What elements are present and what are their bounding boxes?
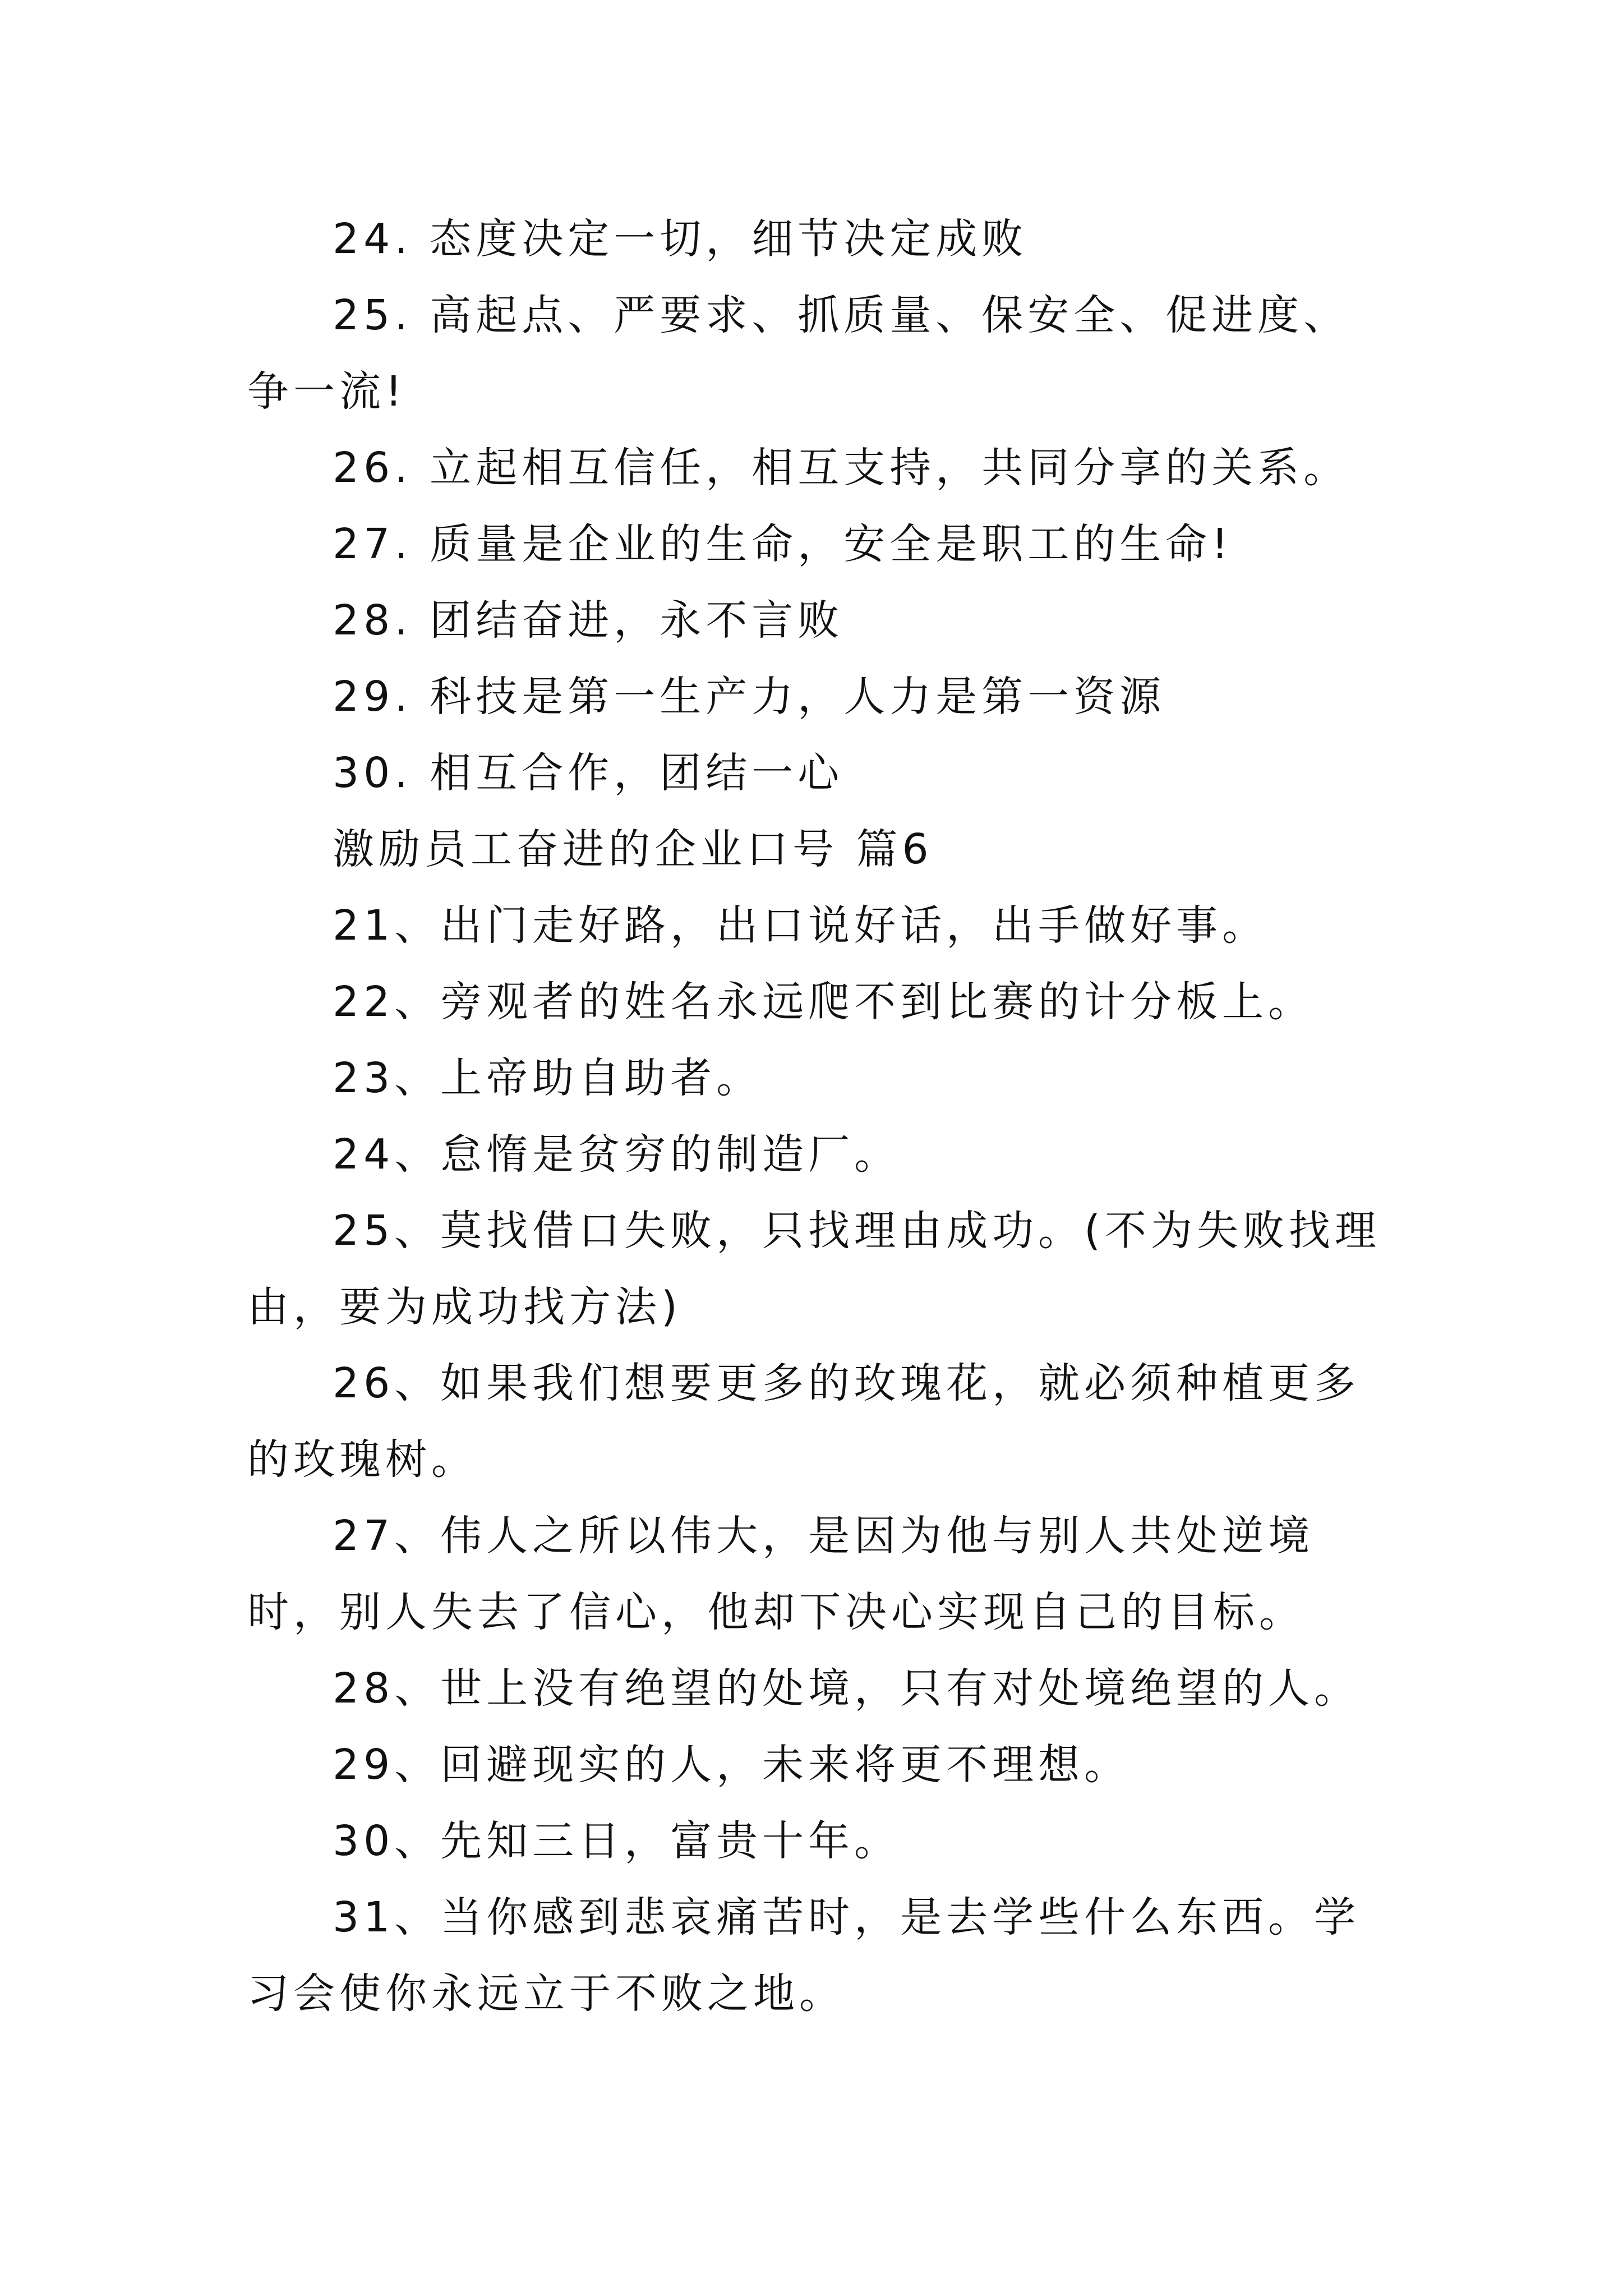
list-item: 25、莫找借口失败，只找理由成功。(不为失败找理由，要为成功找方法) — [247, 1207, 1381, 1331]
document-body — [247, 201, 1386, 2032]
list-item: 25. 高起点、严要求、抓质量、保安全、促进度、争一流! — [247, 291, 1350, 416]
list-item: 22、旁观者的姓名永远爬不到比赛的计分板上。 — [333, 978, 1315, 1026]
list-item: 24. 态度决定一切，细节决定成败 — [333, 215, 1028, 263]
list-item: 27. 质量是企业的生命，安全是职工的生命! — [333, 520, 1233, 568]
list-item: 29. 科技是第一生产力，人力是第一资源 — [333, 673, 1166, 721]
list-item: 28、世上没有绝望的处境，只有对处境绝望的人。 — [333, 1664, 1361, 1713]
list-item: 27、伟人之所以伟大，是因为他与别人共处逆境时，别人失去了信心，他却下决心实现自己的目标。 — [247, 1512, 1315, 1636]
list-item: 23、上帝助自助者。 — [333, 1054, 763, 1102]
list-item: 21、出门走好路，出口说好话，出手做好事。 — [333, 901, 1269, 950]
list-item: 29、回避现实的人，未来将更不理想。 — [333, 1741, 1131, 1789]
section-heading: 激励员工奋进的企业口号 篇6 — [333, 825, 933, 873]
list-item: 31、当你感到悲哀痛苦时，是去学些什么东西。学习会使你永远立于不败之地。 — [247, 1893, 1361, 2018]
list-item: 24、怠惰是贫穷的制造厂。 — [333, 1130, 901, 1179]
list-item: 30. 相互合作，团结一心 — [333, 749, 844, 797]
list-item: 28. 团结奋进，永不言败 — [333, 596, 844, 645]
list-item: 26、如果我们想要更多的玫瑰花，就必须种植更多的玫瑰树。 — [247, 1359, 1361, 1484]
list-item: 30、先知三日，富贵十年。 — [333, 1817, 901, 1865]
list-item: 26. 立起相互信任，相互支持，共同分享的关系。 — [333, 444, 1350, 492]
